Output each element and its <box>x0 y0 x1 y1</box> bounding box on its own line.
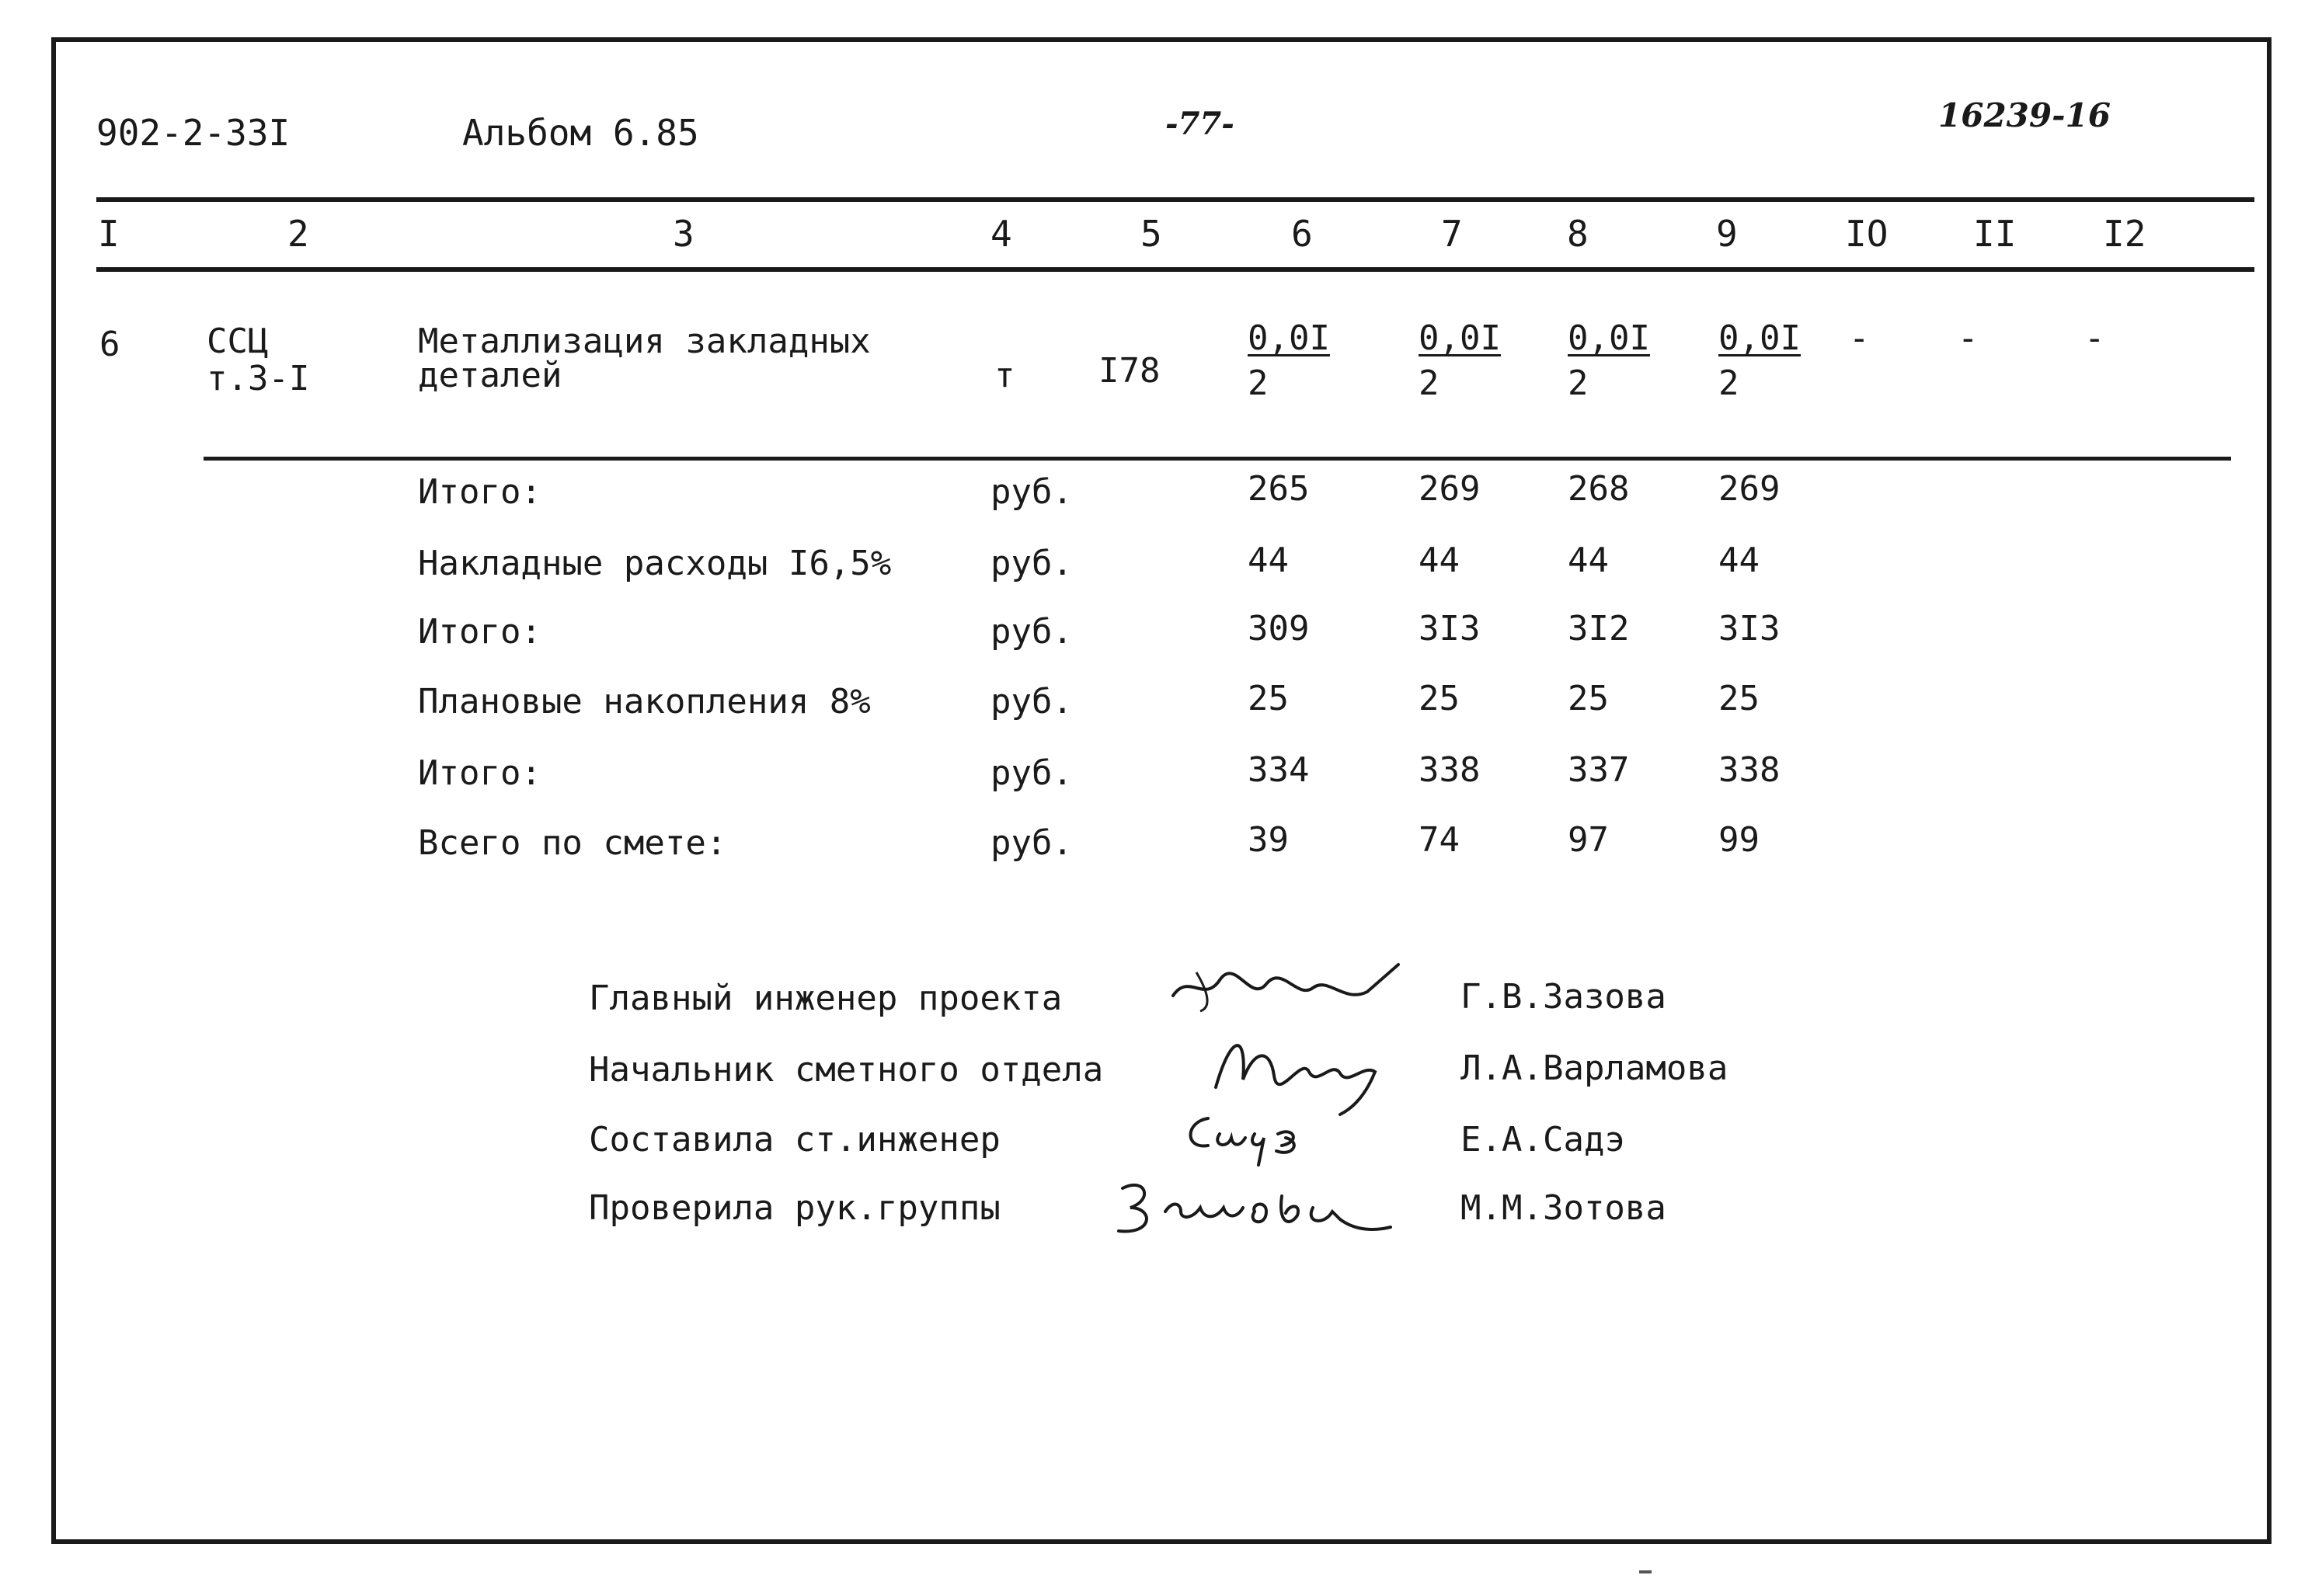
item-fraction-col9 <box>1718 318 1801 403</box>
totals-unit: руб. <box>990 682 1073 722</box>
totals-value-col6: 25 <box>1248 679 1289 718</box>
signature-name: Л.А.Варламова <box>1460 1048 1728 1088</box>
fraction-numerator: 0,0I <box>1419 318 1501 358</box>
album-label: Альбом 6.85 <box>462 112 699 154</box>
col-4: 4 <box>990 213 1012 255</box>
col-3: 3 <box>673 213 695 255</box>
totals-unit: руб. <box>990 544 1073 583</box>
scan-mark <box>1639 1570 1652 1573</box>
totals-value-col7: 3I3 <box>1419 609 1481 648</box>
col-8: 8 <box>1567 213 1589 255</box>
totals-value-col7: 269 <box>1419 469 1481 509</box>
col-1: I <box>98 213 120 255</box>
totals-label: Плановые накопления 8% <box>418 682 871 722</box>
totals-value-col6: 334 <box>1248 750 1310 790</box>
item-quantity: I78 <box>1098 351 1161 391</box>
totals-value-col9: 269 <box>1718 469 1781 509</box>
item-number: 6 <box>99 325 120 364</box>
item-ref-line1: ССЦ <box>207 322 269 361</box>
totals-label: Накладные расходы I6,5% <box>418 544 892 583</box>
totals-label: Итого: <box>418 753 541 793</box>
totals-label: Итого: <box>418 612 541 652</box>
col-11: II <box>1973 213 2017 255</box>
totals-value-col9: 25 <box>1718 679 1760 718</box>
item-dash-col10: - <box>1849 318 1870 358</box>
signature-name: М.М.Зотова <box>1460 1188 1666 1228</box>
fraction-denominator: 2 <box>1568 363 1589 403</box>
signature-role: Проверила рук.группы <box>589 1188 1001 1228</box>
fraction-denominator: 2 <box>1419 363 1440 403</box>
signature-role: Начальник сметного отдела <box>589 1050 1104 1090</box>
totals-value-col8: 3I2 <box>1568 609 1630 648</box>
page-frame <box>51 37 2272 1544</box>
item-dash-col12: - <box>2084 318 2105 358</box>
item-fraction-col7 <box>1419 318 1501 403</box>
signature-role: Составила ст.инженер <box>589 1120 1001 1160</box>
totals-value-col7: 338 <box>1419 750 1481 790</box>
totals-unit: руб. <box>990 823 1073 863</box>
col-5: 5 <box>1140 213 1162 255</box>
totals-value-col6: 39 <box>1248 820 1289 860</box>
doc-number: 16239-16 <box>1938 96 2111 134</box>
totals-value-col9: 99 <box>1718 820 1760 860</box>
fraction-numerator: 0,0I <box>1718 318 1801 358</box>
totals-unit: руб. <box>990 472 1073 512</box>
col-9: 9 <box>1716 213 1738 255</box>
totals-value-col6: 309 <box>1248 609 1310 648</box>
handwritten-signature <box>1107 1165 1402 1250</box>
totals-unit: руб. <box>990 753 1073 793</box>
totals-value-col7: 74 <box>1419 820 1460 860</box>
fraction-denominator: 2 <box>1248 363 1269 403</box>
col-2: 2 <box>287 213 309 255</box>
totals-label: Всего по смете: <box>418 823 727 863</box>
handwritten-signature <box>1165 949 1414 1027</box>
totals-unit: руб. <box>990 612 1073 652</box>
col-12: I2 <box>2103 213 2146 255</box>
totals-value-col7: 44 <box>1419 541 1460 580</box>
signature-name: Е.А.Садэ <box>1460 1120 1625 1160</box>
fraction-numerator: 0,0I <box>1568 318 1650 358</box>
totals-value-col9: 3I3 <box>1718 609 1781 648</box>
totals-value-col8: 337 <box>1568 750 1630 790</box>
col-6: 6 <box>1291 213 1313 255</box>
totals-value-col8: 44 <box>1568 541 1609 580</box>
header-bottom-rule <box>96 267 2254 272</box>
item-name-line2: деталей <box>418 356 562 395</box>
fraction-numerator: 0,0I <box>1248 318 1330 358</box>
handwritten-signature <box>1177 1103 1332 1173</box>
item-name-line1: Металлизация закладных <box>418 322 871 361</box>
item-fraction-col8 <box>1568 318 1650 403</box>
totals-value-col8: 97 <box>1568 820 1609 860</box>
item-fraction-col6 <box>1248 318 1330 403</box>
item-ref-line2: т.3-I <box>207 359 310 398</box>
signature-name: Г.В.Зазова <box>1460 977 1666 1017</box>
totals-value-col6: 44 <box>1248 541 1289 580</box>
signature-role: Главный инженер проекта <box>589 979 1063 1018</box>
totals-value-col9: 44 <box>1718 541 1760 580</box>
item-dash-col11: - <box>1958 318 1979 358</box>
page-number: -77- <box>1165 106 1234 142</box>
header-top-rule <box>96 197 2254 202</box>
totals-label: Итого: <box>418 472 541 512</box>
totals-value-col7: 25 <box>1419 679 1460 718</box>
totals-value-col8: 268 <box>1568 469 1630 509</box>
totals-value-col6: 265 <box>1248 469 1310 509</box>
fraction-denominator: 2 <box>1718 363 1739 403</box>
col-10: IO <box>1845 213 1889 255</box>
col-7: 7 <box>1441 213 1463 255</box>
totals-value-col9: 338 <box>1718 750 1781 790</box>
totals-value-col8: 25 <box>1568 679 1609 718</box>
item-unit: т <box>994 356 1015 395</box>
doc-code: 902-2-33I <box>96 112 291 154</box>
totals-rule <box>204 457 2231 461</box>
